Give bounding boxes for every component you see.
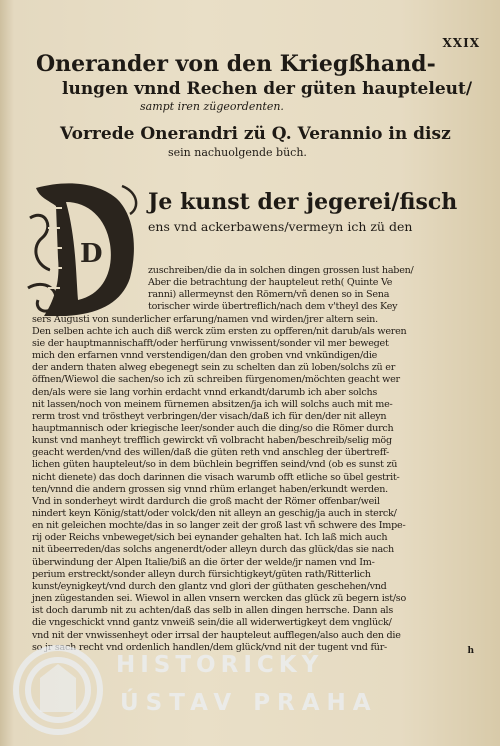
text-line: zuschreiben/die da in solchen dingen grossen lust haben/ xyxy=(148,265,414,276)
chapter-title-line2: lungen vnnd Rechen der güten haupteleut/ xyxy=(62,79,473,99)
text-line: mich den erfarnen vnnd verstendigen/dan den groben vnd vnkündigen/die xyxy=(32,350,378,362)
text-line: hauptmannisch oder kriegische leer/sonder auch die ding/so die Römer durch xyxy=(32,422,394,434)
text-line: überwindung der Alpen Italie/biß an die örter der welde/jr namen vnd Im- xyxy=(32,556,375,568)
text-line: ten/vnnd die andern grossen sig vnnd rhüm erlanget haben/erkundt werden. xyxy=(32,483,388,495)
text-line: torischer wirde übertreflich/nach dem v'theyl des Key xyxy=(148,301,398,313)
text-line: sie der hauptmannischafft/oder herfürung vnwissent/sonder vil mer beweget xyxy=(32,337,389,349)
text-line: rij oder Reichs vnbeweget/sich bei eynander gehalten hat. Ich laß mich auch xyxy=(32,532,388,544)
text-line: Den selben achte ich auch diß werck züm ersten zu opfferen/nit darub/als weren xyxy=(32,325,407,337)
watermark-line-2: ÚSTAV PRAHA xyxy=(120,690,378,716)
text-line: perium erstreckt/sonder alleyn durch fürsichtigkeyt/güten rath/Ritterlich xyxy=(32,568,371,580)
text-line: kunst/eynigkeyt/vnd durch den glantz vnd glori der güthaten geschehen/vnd xyxy=(32,580,387,592)
opening-line-2: ens vnd ackerbawens/vermeyn ich zü den xyxy=(148,219,413,234)
text-line: sers Augusti von sunderlicher erfarung/namen vnd wirden/jrer altern sein. xyxy=(32,313,378,325)
text-line: jnen zügestanden sei. Wiewol in allen vnsern wercken das glück zü begern ist/so xyxy=(32,593,407,605)
text-line: der andern thaten alweg ebegenegt sein zu schelten dan zü loben/solchs zü er xyxy=(32,362,396,374)
decorated-initial xyxy=(26,178,144,320)
text-line: lichen güten haupteleut/so in dem büchlein begriffen seind/vnd (ob es sunst zü xyxy=(32,459,398,471)
text-line: so jr sach recht vnd ordenlich handlen/dem glück/vnd nit der tugent vnd für- xyxy=(32,641,388,653)
chapter-title: Onerander von den Kriegßhand- xyxy=(36,51,436,77)
text-line: nicht dienete) das doch darinnen die visach warumb offt etliche so übel gestrit- xyxy=(32,471,400,483)
preface-heading: Vorrede Onerandri zü Q. Verannio in disz xyxy=(60,124,451,144)
text-line: nit lassen/noch von meinem fürnemen absitzen/ja ich will solchs auch mit me- xyxy=(32,398,393,410)
text-line: en nit geleichen mochte/das in so langer zeit der groß last vñ schwere des Impe- xyxy=(32,520,406,532)
page-number: XXIX xyxy=(442,36,480,50)
text-line: öffnen/Wiewol die sachen/so ich zü schreiben fürgenomen/möchten geacht wer xyxy=(32,374,400,386)
watermark-line-1: HISTORICKÝ xyxy=(116,652,324,678)
text-line: ist doch darumb nit zu achten/daß das selb in allen dingen herrsche. Dann als xyxy=(32,605,394,617)
text-line: die vngeschickt vnnd gantz vnweiß sein/die all widerwertigkeyt dem vnglück/ xyxy=(32,617,392,629)
text-line: nindert keyn König/statt/oder volck/den nit alleyn an geschig/ja auch in sterck/ xyxy=(32,508,397,519)
text-line: nit übeerreden/das solchs angenerdt/oder alleyn durch das glück/das sie nach xyxy=(32,544,394,556)
opening-line: Je kunst der jegerei/fisch xyxy=(148,189,458,215)
text-line: geacht werden/vnd des willen/daß die güten reth vnd anschleg der übertreff- xyxy=(32,447,389,459)
catchword: h xyxy=(467,646,474,656)
text-line: kunst vnd manheyt trefflich gewirckt vñ volbracht haben/beschreib/selig mög xyxy=(32,435,392,447)
svg-text:D: D xyxy=(80,239,103,269)
chapter-subtitle: sampt iren zügeordenten. xyxy=(140,100,284,113)
text-line: Vnd in sonderheyt wirdt dardurch die groß macht der Römer offenbar/weil xyxy=(32,495,380,507)
preface-heading-line2: sein nachuolgende büch. xyxy=(168,146,307,159)
text-line: rerm trost vnd tröstheyt verbringen/der visach/daß ich für den/der nit alleyn xyxy=(32,410,387,422)
text-line: Aber die betrachtung der haupteleut reth( Quinte Ve xyxy=(148,277,393,289)
text-line: den/als were sie lang vorhin erdacht vnnd erkandt/darumb ich aber solchs xyxy=(32,386,378,398)
text-line: vnd nit der vnwissenheyt oder irrsal der haupteleut aufflegen/also auch den die xyxy=(32,629,401,641)
text-line: ranni) allermeynst den Römern/vñ denen so in Sena xyxy=(148,289,390,301)
